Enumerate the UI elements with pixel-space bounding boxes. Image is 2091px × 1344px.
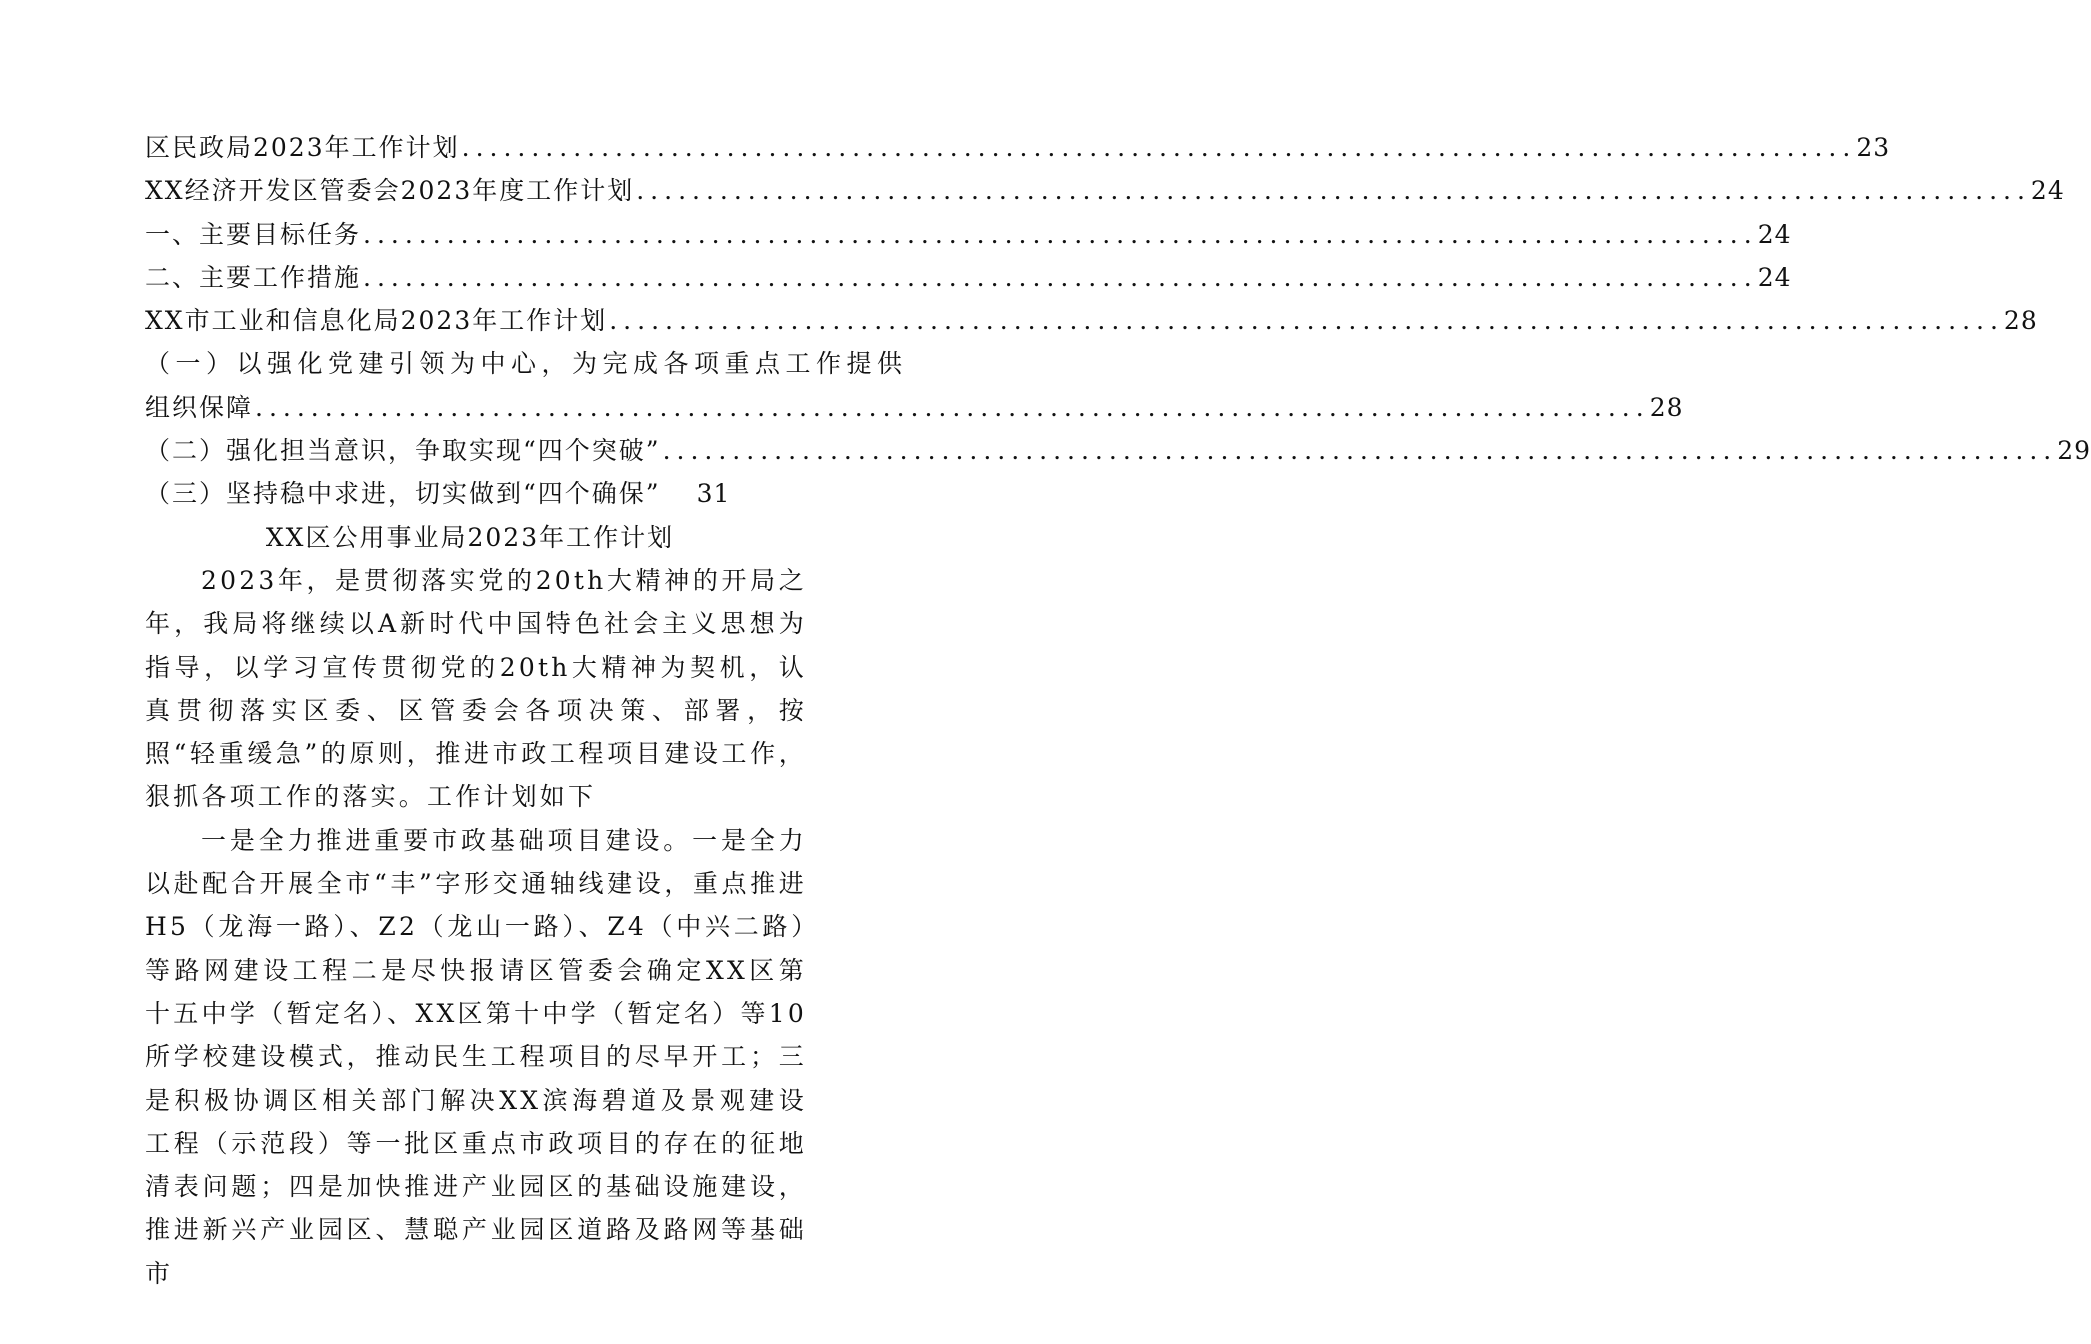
document-heading: XX区公用事业局2023年工作计划 <box>265 522 675 552</box>
toc-leader-dots <box>607 299 2004 342</box>
toc-entry[interactable] <box>145 472 807 515</box>
toc-entry-page: 28 <box>1649 392 1684 422</box>
toc-entry-page: 31 <box>696 479 731 509</box>
toc-entry-page: 24 <box>1757 219 1792 249</box>
toc-entry[interactable] <box>145 256 1792 299</box>
toc-entry-title-line2: 组织保障 <box>145 392 254 422</box>
body-paragraph: 一是全力推进重要市政基础项目建设。一是全力以赴配合开展全市“丰”字形交通轴线建设，重点推进H5（龙海一路）、Z2（龙山一路）、Z4（中兴二路）等路网建设工程二是尽快报请区管委会确定XX区第十五中学（暂定名）、XX区第十中学（暂定名）等10所学校建设模式，推动民生工程项目的尽早开工；三是积极协调区相关部门解决XX滨海碧道及景观建设工程（示范段）等一批区重点市政项目的存在的征地清表问题；四是加快推进产业园区的基础设施建设，推进新兴产业园区、慧聪产业园区道路及路网等基础市 <box>145 825 807 1288</box>
toc-entry-title: 二、主要工作措施 <box>145 262 362 292</box>
body-paragraph: 2023年，是贯彻落实党的20th大精神的开局之年，我局将继续以A新时代中国特色社会主义思想为指导，以学习宣传贯彻党的20th大精神为契机，认真贯彻落实区委、区管委会各项决策、部署，按照“轻重缓急”的原则，推进市政工程项目建设工作，狠抓各项工作的落实。工作计划如下 <box>145 565 807 812</box>
toc-entry[interactable] <box>145 169 2065 212</box>
toc-entry-page: 29 <box>2057 436 2091 466</box>
toc-entry[interactable] <box>145 126 1891 169</box>
toc-entry[interactable] <box>145 213 1792 256</box>
toc-entry-continuation <box>145 386 1684 429</box>
toc-entry[interactable] <box>145 299 2038 342</box>
toc-entry-title: XX市工业和信息化局2023年工作计划 <box>145 306 608 336</box>
toc-entry-title: 区民政局2023年工作计划 <box>145 133 460 162</box>
toc-entry[interactable] <box>145 429 2091 472</box>
toc-entry-page: 23 <box>1856 133 1891 162</box>
table-of-contents <box>145 126 2091 516</box>
toc-leader-dots <box>661 429 2058 472</box>
toc-leader-dots <box>460 126 1857 169</box>
toc-entry-title: （二）强化担当意识，争取实现“四个突破” <box>145 436 661 466</box>
toc-entry-title: 一、主要目标任务 <box>145 219 362 249</box>
toc-leader-dots <box>253 386 1650 429</box>
toc-entry-page: 24 <box>2030 176 2065 206</box>
toc-entry-multiline[interactable] <box>145 342 1684 429</box>
toc-entry-page: 28 <box>2003 306 2038 336</box>
toc-leader-dots <box>634 169 2031 212</box>
toc-entry-title: （三）坚持稳中求进，切实做到“四个确保” <box>145 479 661 509</box>
page-content <box>145 126 2091 1295</box>
toc-entry-title: XX经济开发区管委会2023年度工作计划 <box>145 176 635 206</box>
toc-entry-page: 24 <box>1757 262 1792 292</box>
toc-entry-title-line1: （一）以强化党建引领为中心，为完成各项重点工作提供 <box>145 349 908 379</box>
toc-leader-dots <box>361 256 1758 299</box>
toc-leader-dots <box>361 213 1758 256</box>
